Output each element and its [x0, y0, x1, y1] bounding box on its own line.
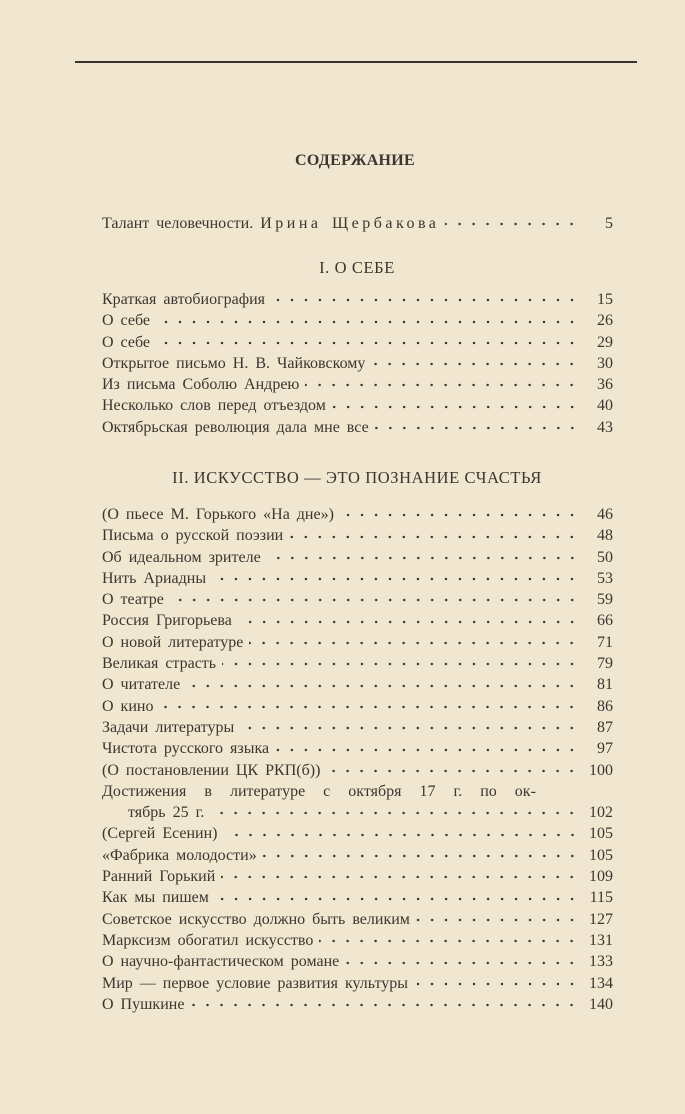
- section-heading: II. ИСКУССТВО — ЭТО ПОЗНАНИЕ СЧАСТЬЯ: [172, 468, 542, 487]
- entry-page: 66: [597, 612, 613, 630]
- entry-title: (О постановлении ЦК РКП(б)): [102, 761, 321, 779]
- entry-title: (Сергей Есенин): [102, 825, 218, 843]
- section-list: [102, 504, 613, 1015]
- entry-page: 15: [597, 291, 613, 308]
- entry-title: О новой литературе: [102, 633, 244, 651]
- entry-title: Открытое письмо Н. В. Чайковскому: [102, 354, 366, 372]
- dot-leader: [371, 359, 579, 369]
- toc-entry: [102, 823, 613, 844]
- dot-leader: [156, 338, 579, 348]
- toc-entry: [102, 887, 613, 908]
- dot-leader: [238, 617, 579, 627]
- entry-title: Марксизм обогатил искусство: [102, 931, 314, 949]
- entry-page: 79: [597, 655, 613, 673]
- entry-page: 133: [589, 953, 613, 971]
- entry-title: Письма о русской поэзии: [102, 527, 284, 545]
- toc-entry: [102, 568, 613, 589]
- toc-entry: [102, 589, 613, 610]
- toc-entry: [102, 760, 613, 781]
- entry-page: 115: [589, 889, 613, 907]
- dot-leader: [289, 532, 579, 542]
- entry-title: Октябрьская революция дала мне все: [102, 418, 369, 436]
- entry-title: О себе: [102, 333, 150, 351]
- entry-title: Краткая автобиография: [102, 291, 266, 308]
- entry-title: Чистота русского языка: [102, 740, 270, 758]
- entry-title: О кино: [102, 697, 154, 715]
- entry-page: 97: [597, 740, 613, 758]
- entry-author: Ирина Щербакова: [260, 215, 440, 232]
- entry-page: 43: [597, 418, 613, 436]
- dot-leader: [416, 915, 579, 925]
- dot-leader: [345, 958, 579, 968]
- toc-entry: [102, 802, 613, 823]
- entry-title: О театре: [102, 591, 164, 609]
- dot-leader: [159, 702, 579, 712]
- section-list: [102, 289, 613, 438]
- entry-title: Об идеальном зрителе: [102, 548, 261, 566]
- entry-page: 59: [597, 591, 613, 609]
- entry-page: 48: [597, 527, 613, 545]
- entry-title: «Фабрика молодости»: [102, 846, 257, 864]
- dot-leader: [240, 723, 579, 733]
- toc-entry: [102, 610, 613, 631]
- entry-title: Россия Григорьева: [102, 612, 232, 630]
- dot-leader: [215, 894, 579, 904]
- entry-title: Великая страсть: [102, 655, 217, 673]
- entry-page: 109: [589, 868, 613, 886]
- dot-leader: [170, 595, 579, 605]
- entry-page: 50: [597, 548, 613, 566]
- toc-entry: [102, 632, 613, 653]
- entry-title: О научно-фантастическом романе: [102, 953, 340, 971]
- entry-page: 87: [597, 718, 613, 736]
- dot-leader: [190, 1000, 579, 1010]
- entry-page: 134: [589, 974, 613, 992]
- entry-title: Советское искусство должно быть великим: [102, 910, 410, 928]
- entry-title: О Пушкине: [102, 995, 185, 1013]
- entry-title: Нить Ариадны: [102, 569, 207, 587]
- dot-leader: [414, 979, 579, 989]
- entry-page: 86: [597, 697, 613, 715]
- dot-leader: [271, 295, 579, 305]
- entry-title: Достижения в литературе с октября 17 г. по ок-: [102, 782, 536, 800]
- dot-leader: [186, 681, 579, 691]
- entry-title-continued: тябрь 25 г.: [128, 804, 205, 822]
- dot-leader: [445, 219, 579, 229]
- toc-entry: [102, 213, 613, 234]
- toc-entry: [102, 845, 613, 866]
- entry-page: 102: [589, 804, 613, 822]
- top-rule: [75, 61, 637, 63]
- toc-entry: [102, 653, 613, 674]
- dot-leader: [221, 872, 579, 882]
- dot-leader: [326, 766, 579, 776]
- toc-entry: [102, 417, 613, 438]
- entry-page: 26: [597, 312, 613, 330]
- toc-entry: [102, 395, 613, 416]
- entry-title: Как мы пишем: [102, 889, 209, 907]
- entry-title: Мир — первое условие развития культуры: [102, 974, 408, 992]
- entry-page: 140: [589, 995, 613, 1013]
- toc-entry: [102, 547, 613, 568]
- entry-page: 5: [605, 215, 613, 232]
- toc-entry: [102, 738, 613, 759]
- entry-title: Несколько слов перед отъездом: [102, 397, 326, 415]
- entry-title: Задачи литературы: [102, 718, 235, 736]
- dot-leader: [319, 936, 579, 946]
- toc-entry: [102, 973, 613, 994]
- entry-page: 105: [589, 846, 613, 864]
- entry-page: 36: [597, 376, 613, 394]
- toc-entry: [102, 353, 613, 374]
- toc-entry: [102, 374, 613, 395]
- toc-entry: [102, 674, 613, 695]
- toc-entry: [102, 289, 613, 310]
- toc-entry: [102, 930, 613, 951]
- dot-leader: [263, 851, 579, 861]
- entry-page: 30: [597, 354, 613, 372]
- entry-title: Талант человечности.: [102, 215, 254, 232]
- dot-leader: [340, 510, 579, 520]
- dot-leader: [267, 553, 579, 563]
- section-heading: I. О СЕБЕ: [319, 258, 395, 277]
- dot-leader: [156, 317, 579, 327]
- entry-page: 81: [597, 676, 613, 694]
- toc-entry: [102, 525, 613, 546]
- dot-leader: [275, 745, 579, 755]
- entry-page: 105: [589, 825, 613, 843]
- toc-entry: [102, 909, 613, 930]
- entry-page: 53: [597, 569, 613, 587]
- dot-leader: [222, 659, 579, 669]
- dot-leader: [224, 830, 580, 840]
- entry-page: 46: [597, 506, 613, 523]
- toc-entry: [102, 866, 613, 887]
- toc-entry: [102, 504, 613, 525]
- entry-title: (О пьесе М. Горького «На дне»): [102, 506, 334, 523]
- entry-title: О себе: [102, 312, 150, 330]
- entry-title: О читателе: [102, 676, 181, 694]
- toc-entry: [102, 332, 613, 353]
- entry-page: 71: [597, 633, 613, 651]
- dot-leader: [375, 423, 579, 433]
- intro-entry: [102, 213, 613, 234]
- toc-entry: [102, 310, 613, 331]
- toc-entry: [102, 696, 613, 717]
- entry-title: Ранний Горький: [102, 868, 216, 886]
- dot-leader: [212, 574, 579, 584]
- entry-page: 40: [597, 397, 613, 415]
- dot-leader: [332, 402, 579, 412]
- page-title: СОДЕРЖАНИЕ: [294, 152, 416, 169]
- toc-entry-line: [102, 781, 613, 802]
- dot-leader: [249, 638, 579, 648]
- entry-page: 131: [589, 931, 613, 949]
- dot-leader: [210, 808, 579, 818]
- toc-entry: [102, 951, 613, 972]
- entry-title: Из письма Соболю Андрею: [102, 376, 300, 394]
- entry-page: 127: [589, 910, 613, 928]
- entry-page: 29: [597, 333, 613, 351]
- dot-leader: [305, 380, 579, 390]
- entry-page: 100: [589, 761, 613, 779]
- toc-entry: [102, 717, 613, 738]
- toc-entry: [102, 994, 613, 1015]
